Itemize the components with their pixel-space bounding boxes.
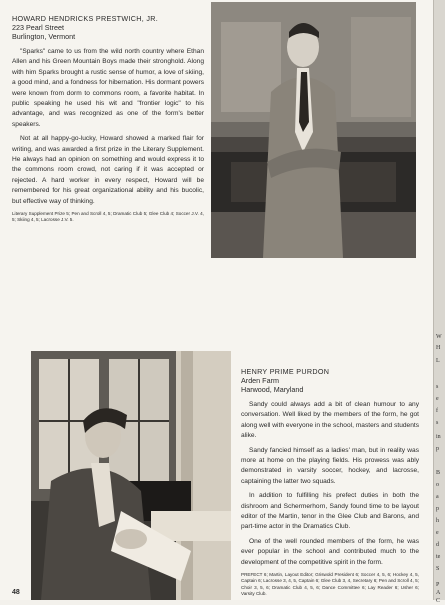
- gutter-letter: e: [436, 396, 439, 402]
- gutter-letter: L: [436, 358, 440, 364]
- gutter-letter: te: [436, 554, 441, 560]
- gutter-letter: W: [436, 334, 442, 340]
- gutter-letter: P: [436, 582, 440, 588]
- student1-portrait-photo: [211, 2, 416, 258]
- student1-name: HOWARD HENDRICKS PRESTWICH, JR.: [12, 14, 158, 23]
- gutter-letter: p: [436, 506, 439, 512]
- gutter-letter: h: [436, 518, 439, 524]
- gutter-letter: d: [436, 542, 439, 548]
- gutter-letter: o: [436, 482, 439, 488]
- next-page-gutter: [433, 0, 445, 600]
- gutter-letter: s: [436, 420, 439, 426]
- gutter-letter: A: [436, 590, 441, 596]
- student2-portrait-photo: [31, 351, 231, 600]
- student2-activities: PREFECT 6; Martin, Layout Editor; Griswold President 6; Soccer 4, 5, 6; Hockey 4, 5, Captain 6; Lacrosse 3, 4, 5, Captain 6; Glee Club 3, 4, Secretary 6; Pen and Scroll 4, 5; Choir 3, 5, 6; Dramatic Club 4, 5, 6; Dance Committee 6; Lay Reader 6; Usher 6; Varsity Club.: [241, 572, 419, 596]
- student2-name: HENRY PRIME PURDON: [241, 367, 330, 376]
- student1-address-line1: 223 Pearl Street: [12, 23, 64, 32]
- gutter-letter: B: [436, 470, 441, 476]
- student2-address-line1: Arden Farm: [241, 376, 279, 385]
- gutter-letter: p: [436, 446, 439, 452]
- student2-portrait-image: [31, 351, 231, 600]
- student1-address-line2: Burlington, Vermont: [12, 32, 76, 41]
- gutter-letter: S: [436, 566, 440, 572]
- gutter-letter: H: [436, 345, 441, 351]
- student1-entry: [12, 14, 204, 224]
- gutter-letter: s: [436, 384, 439, 390]
- gutter-letter: a: [436, 494, 439, 500]
- page-number: 48: [12, 589, 20, 596]
- student2-paragraph-3: In addition to fulfilling his prefect duties in both the dishroom and Schermerhorn, Sandy found time to be layout editor of the Martin, tenor in the Glee Club and Barons, and part-time actor in the Dramatics Club.: [241, 492, 419, 531]
- student2-entry: [241, 367, 419, 597]
- gutter-letter: e: [436, 530, 439, 536]
- student2-paragraph-1: Sandy could always add a bit of clean humour to any conversation. Well liked by the members of the form, he got along well with everyone in the school, masters and students alike.: [241, 401, 419, 440]
- student1-paragraph-1: "Sparks" came to us from the wild north country where Ethan Allen and his Green Mountain Boys made their stronghold. Along with him Sparks brought a rustic sense of humor, a love of skiing, a good mind, and a fondness for hibernation. His dormant powers were known from dorm to commons room, a favorite habitat. In public speaking he used his wit and "frontier logic" to his advantage, and was recognized as one of the form's better speakers.: [12, 48, 204, 128]
- gutter-letter: f: [436, 408, 438, 414]
- student1-portrait-image: [211, 2, 416, 258]
- student1-activities: Literary Supplement Prize 5; Pen and Scroll 4, 5; Dramatic Club 5; Glee Club 4; Soccer J.V. 4, 5; Skiing 4, 5; Lacrosse J.V. 5.: [12, 211, 204, 223]
- student1-paragraph-2: Not at all happy-go-lucky, Howard showed a marked flair for writing, and was awarded a first prize in the Literary Supplement. He always had an opinion on something and would express it to the commons room crowd, not caring if it was accepted or rejected. A hard worker in every respect, Howard will be remembered for his great organizational ability and his bucolic, but effective way of thinking.: [12, 135, 204, 205]
- student2-paragraph-2: Sandy fancied himself as a ladies' man, but in reality was more at home on the playing fields. His prowess was ably demonstrated in varsity soccer, hockey, and lacrosse, captaining the latter two squads.: [241, 446, 419, 485]
- student2-address-line2: Harwood, Maryland: [241, 385, 304, 394]
- gutter-letter: in: [436, 434, 441, 440]
- student2-paragraph-4: One of the well rounded members of the form, he was ever popular in the school and contributed much to the development of the competitive spirit in the form.: [241, 537, 419, 566]
- gutter-letter: C: [436, 598, 441, 604]
